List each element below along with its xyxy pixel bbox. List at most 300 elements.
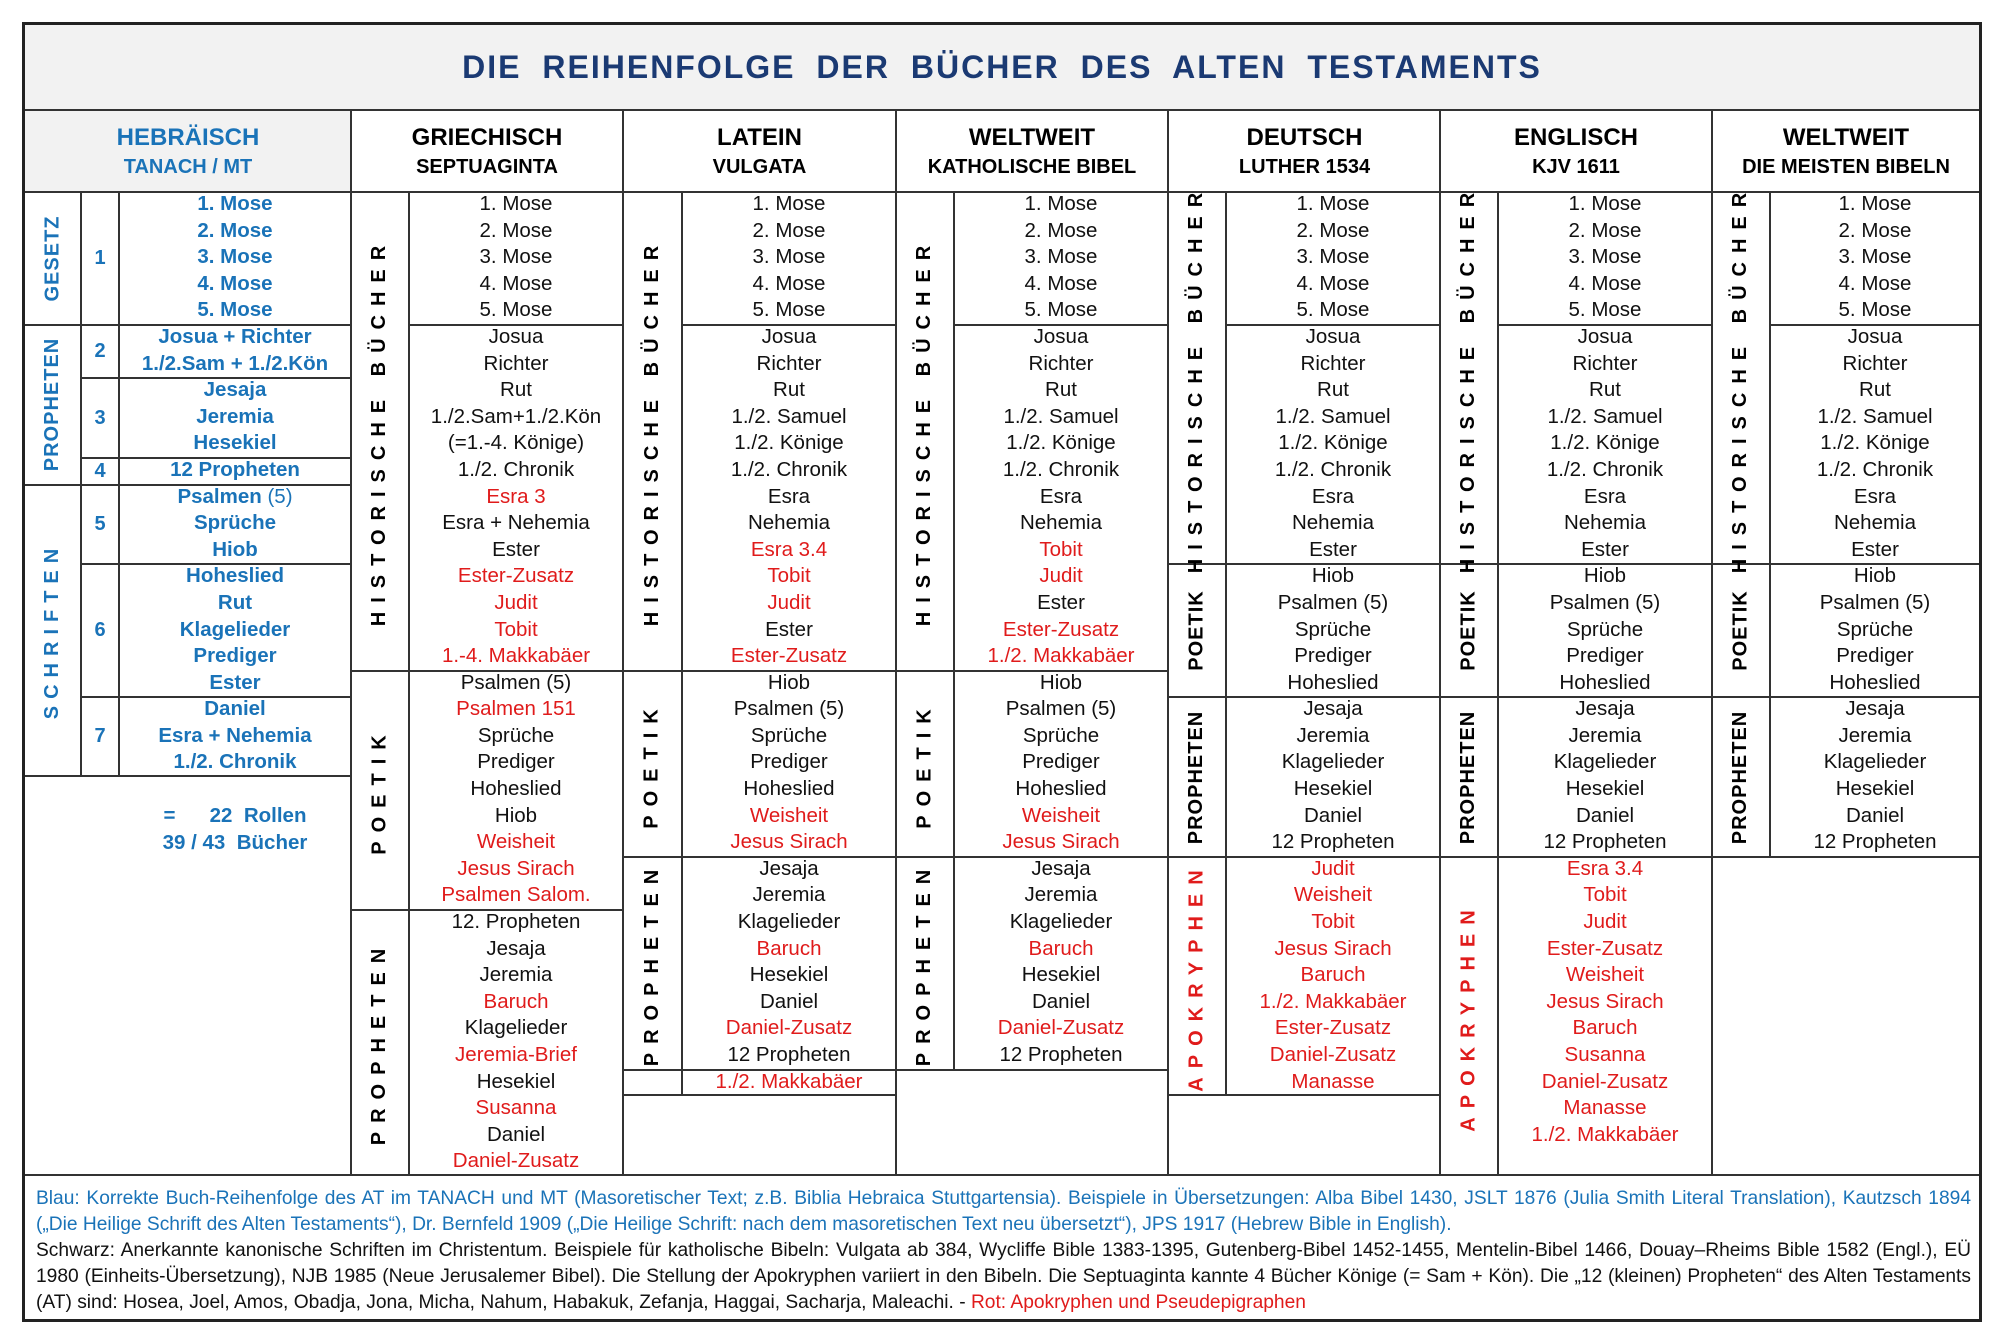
list-item: 1./2. Könige bbox=[1278, 431, 1388, 455]
list-item: 5. Mose bbox=[1568, 298, 1642, 322]
body-bottom-line bbox=[25, 1174, 1979, 1176]
list-item: Jesaja bbox=[203, 378, 267, 402]
list-item: Esra 3 bbox=[486, 484, 546, 508]
list-item: 1./2. Chronik bbox=[1274, 457, 1392, 481]
list-item: Josua bbox=[488, 324, 544, 348]
list-item: 1./2. Samuel bbox=[1003, 404, 1119, 428]
list-item: 2. Mose bbox=[197, 218, 273, 242]
list-item: Hesekiel bbox=[1021, 963, 1101, 987]
list-item: Ester-Zusatz bbox=[1274, 1016, 1392, 1040]
list-item: Jeremia bbox=[752, 883, 826, 907]
list-item: 1./2. Chronik bbox=[457, 457, 575, 481]
list-item: Daniel-Zusatz bbox=[1541, 1069, 1669, 1093]
list-item: Hesekiel bbox=[1293, 777, 1373, 801]
list-item: Esra 3.4 bbox=[750, 537, 828, 561]
list-item: Weisheit bbox=[1293, 883, 1373, 907]
list-item: 1./2. Könige bbox=[1550, 431, 1660, 455]
list-item: Esra bbox=[767, 484, 811, 508]
list-item: 1./2. Samuel bbox=[1275, 404, 1391, 428]
list-item: Josua bbox=[1577, 324, 1633, 348]
label-text: PROPHETEN bbox=[1185, 710, 1208, 844]
list-item: Ester-Zusatz bbox=[1546, 936, 1664, 960]
label-historische bbox=[897, 193, 953, 670]
list-item: Jesus Sirach bbox=[730, 830, 848, 854]
septuaginta-book-list bbox=[410, 191, 622, 1175]
header-line2: LUTHER 1534 bbox=[1238, 156, 1371, 178]
list-item: Jesaja bbox=[759, 856, 819, 880]
header-line1: GRIECHISCH bbox=[411, 124, 563, 151]
footer-notes bbox=[36, 1186, 1971, 1316]
list-item: 12. Propheten bbox=[451, 910, 581, 934]
list-item: Daniel bbox=[1303, 803, 1363, 827]
scroll-number: 5 bbox=[94, 513, 106, 535]
label-apokryphen bbox=[1441, 858, 1497, 1174]
list-item: Ester-Zusatz bbox=[457, 564, 575, 588]
label-text: HISTORISCHE BÜCHER bbox=[641, 236, 663, 627]
list-item: Prediger bbox=[193, 644, 277, 668]
list-item: Josua bbox=[1033, 324, 1089, 348]
list-item: Sprüche bbox=[750, 723, 828, 747]
label-historische bbox=[1441, 183, 1497, 573]
list-item: Rut bbox=[1317, 378, 1349, 402]
label-text: PROPHETEN bbox=[641, 860, 663, 1067]
label-text: POETIK bbox=[1457, 590, 1480, 671]
list-item: 5. Mose bbox=[1024, 298, 1098, 322]
list-item: Nehemia bbox=[1833, 511, 1917, 535]
list-item: 12 Propheten bbox=[1271, 830, 1395, 854]
list-item: Psalmen Salom. bbox=[441, 883, 591, 907]
list-item: Josua bbox=[761, 324, 817, 348]
list-item: Esra bbox=[1311, 484, 1355, 508]
list-item: Hoheslied bbox=[1829, 670, 1921, 694]
header-line2: DIE MEISTEN BIBELN bbox=[1742, 156, 1950, 178]
label-historische bbox=[1169, 183, 1225, 573]
footer-red-text: Rot: Apokryphen und Pseudepigraphen bbox=[970, 1292, 1306, 1313]
list-item: Prediger bbox=[1566, 644, 1644, 668]
list-item: 5. Mose bbox=[197, 298, 273, 322]
section-propheten bbox=[27, 326, 79, 483]
list-item: Josua bbox=[1847, 324, 1903, 348]
list-item: 1./2. Samuel bbox=[731, 404, 847, 428]
list-item: Esra bbox=[1039, 484, 1083, 508]
label-text: APOKRYPHEN bbox=[1457, 900, 1480, 1132]
list-item: Klagelieder bbox=[1553, 750, 1657, 774]
list-item: 3. Mose bbox=[479, 245, 553, 269]
list-item: 1./2. Samuel bbox=[1817, 404, 1933, 428]
list-item: Jeremia bbox=[1024, 883, 1098, 907]
list-item: Hoheslied bbox=[743, 777, 835, 801]
list-item: Psalmen 151 bbox=[456, 697, 576, 721]
list-item: (=1.-4. Könige) bbox=[447, 431, 585, 455]
label-text: HISTORISCHE BÜCHER bbox=[1729, 183, 1752, 573]
list-item: Tobit bbox=[1311, 910, 1355, 934]
list-item: 1./2. Könige bbox=[1820, 431, 1930, 455]
scroll-number: 7 bbox=[94, 725, 106, 747]
list-item: 5. Mose bbox=[1838, 298, 1912, 322]
list-item: Hoheslied bbox=[1015, 777, 1107, 801]
list-item: 4. Mose bbox=[1024, 271, 1098, 295]
list-item: Jesus Sirach bbox=[1002, 830, 1120, 854]
kjv-book-list bbox=[1499, 191, 1711, 1148]
list-item: Baruch bbox=[756, 936, 822, 960]
list-item: Hesekiel bbox=[749, 963, 829, 987]
list-item: Rut bbox=[1859, 378, 1891, 402]
list-item: Klagelieder bbox=[1281, 750, 1385, 774]
list-item: Richter bbox=[1300, 351, 1366, 375]
list-item: Esra bbox=[1583, 484, 1627, 508]
list-item: Richter bbox=[756, 351, 822, 375]
list-item: 1./2. Chronik bbox=[1002, 457, 1120, 481]
list-item: Hoheslied bbox=[186, 564, 284, 588]
list-item: Baruch bbox=[1300, 963, 1366, 987]
list-item: Daniel-Zusatz bbox=[1269, 1043, 1397, 1066]
list-item: 2. Mose bbox=[1838, 218, 1912, 242]
list-item: 4. Mose bbox=[752, 271, 826, 295]
list-item: Klagelieder bbox=[737, 910, 841, 934]
label-text: POETIK bbox=[1185, 590, 1208, 671]
label-text: PROPHETEN bbox=[1729, 710, 1752, 844]
list-item: Hesekiel bbox=[476, 1069, 556, 1093]
list-item: Ester bbox=[492, 537, 540, 561]
list-item: 4. Mose bbox=[1568, 271, 1642, 295]
list-item: Rut bbox=[1045, 378, 1077, 402]
scroll-number: 6 bbox=[94, 619, 106, 641]
scroll-number: 4 bbox=[94, 460, 106, 482]
page-title: DIE REIHENFOLGE DER BÜCHER DES ALTEN TESTAMENTS bbox=[25, 25, 1979, 111]
summary-rollen: = 22 Rollen bbox=[163, 804, 307, 827]
header-line1: LATEIN bbox=[717, 124, 802, 151]
label-text: POETIK bbox=[913, 699, 936, 829]
list-item: Hiob bbox=[494, 803, 538, 827]
list-item: Baruch bbox=[1028, 936, 1094, 960]
label-propheten bbox=[352, 911, 408, 1174]
header-line1: WELTWEIT bbox=[1782, 124, 1910, 151]
list-item: Daniel bbox=[1575, 803, 1635, 827]
header-line1: WELTWEIT bbox=[968, 124, 1096, 151]
list-item: Ester bbox=[765, 617, 813, 641]
list-item: 1./2. Könige bbox=[734, 431, 844, 455]
section-schriften-text: SCHRIFTEN bbox=[41, 541, 64, 719]
luther-book-list bbox=[1227, 191, 1439, 1095]
list-item: 1./2. Makkabäer bbox=[1531, 1122, 1679, 1146]
list-item: 1./2. Chronik bbox=[173, 750, 297, 774]
list-item: Jesaja bbox=[1845, 697, 1905, 721]
list-item: 1. Mose bbox=[1568, 192, 1642, 215]
header-line1: ENGLISCH bbox=[1513, 124, 1638, 151]
list-item: Psalmen (5) bbox=[1819, 590, 1931, 614]
section-line bbox=[897, 1069, 1167, 1071]
list-item: Psalmen (5) bbox=[733, 697, 845, 721]
header-meisten bbox=[1713, 111, 1979, 191]
list-item: Jesaja bbox=[1575, 697, 1635, 721]
list-item: Jesus Sirach bbox=[1546, 989, 1664, 1013]
list-item: Hesekiel bbox=[1835, 777, 1915, 801]
list-item: Tobit bbox=[767, 564, 811, 588]
list-item: Rut bbox=[773, 378, 805, 402]
list-item: Daniel bbox=[204, 697, 266, 721]
scroll-number: 2 bbox=[94, 340, 106, 362]
label-historische bbox=[352, 193, 408, 670]
section-line bbox=[1713, 856, 1979, 858]
list-item: Weisheit bbox=[749, 803, 829, 827]
list-item: Ester bbox=[1581, 537, 1629, 561]
katholisch-book-list bbox=[955, 191, 1167, 1069]
list-item: Manasse bbox=[1291, 1069, 1375, 1093]
list-item: Prediger bbox=[477, 750, 555, 774]
list-item: Nehemia bbox=[1291, 511, 1375, 535]
list-item: 2. Mose bbox=[479, 218, 553, 242]
list-item: 1./2. Makkabäer bbox=[715, 1069, 863, 1093]
list-item: 2. Mose bbox=[1568, 218, 1642, 242]
list-item: Jesaja bbox=[1031, 856, 1091, 880]
list-item: 3. Mose bbox=[1296, 245, 1370, 269]
list-item: 4. Mose bbox=[1296, 271, 1370, 295]
label-text: POETIK bbox=[1729, 590, 1752, 671]
list-item: Esra + Nehemia bbox=[158, 723, 312, 747]
list-item: Judit bbox=[494, 590, 538, 614]
list-item: Klagelieder bbox=[179, 617, 291, 641]
list-item: Sprüche bbox=[1836, 617, 1914, 641]
list-item: 1./2. Chronik bbox=[1546, 457, 1664, 481]
list-item: 12 Propheten bbox=[170, 457, 300, 481]
list-item: Hiob bbox=[212, 537, 258, 561]
header-line2: KATHOLISCHE BIBEL bbox=[927, 156, 1137, 178]
list-item: Jeremia bbox=[1838, 723, 1912, 747]
list-item: Daniel-Zusatz bbox=[725, 1016, 853, 1040]
list-item: Judit bbox=[1311, 856, 1355, 880]
list-item: Tobit bbox=[494, 617, 538, 641]
list-item: 2. Mose bbox=[1024, 218, 1098, 242]
list-item: Hiob bbox=[1583, 564, 1627, 588]
label-poetik bbox=[1441, 565, 1497, 696]
scroll-number: 3 bbox=[94, 406, 106, 429]
scroll-number: 1 bbox=[94, 247, 106, 269]
label-propheten bbox=[897, 858, 953, 1069]
label-historische bbox=[1713, 183, 1769, 573]
header-englisch bbox=[1441, 111, 1711, 191]
header-line2: SEPTUAGINTA bbox=[416, 156, 558, 178]
list-item: 3. Mose bbox=[1568, 245, 1642, 269]
list-item: Richter bbox=[1572, 351, 1638, 375]
list-item: Judit bbox=[1583, 910, 1627, 934]
list-item: Sprüche bbox=[1022, 723, 1100, 747]
label-poetik bbox=[1713, 565, 1769, 696]
footer-black-note bbox=[36, 1238, 1971, 1316]
list-item: 12 Propheten bbox=[999, 1043, 1123, 1066]
section-propheten-text: PROPHETEN bbox=[41, 337, 64, 472]
vulgata-book-list bbox=[683, 191, 895, 1095]
list-item: Sprüche bbox=[477, 723, 555, 747]
list-item: Sprüche bbox=[193, 511, 277, 535]
list-item: Prediger bbox=[1294, 644, 1372, 668]
label-propheten bbox=[1441, 698, 1497, 856]
header-katholisch bbox=[897, 111, 1167, 191]
book-psalmen-count: (5) bbox=[267, 484, 293, 508]
list-item: Prediger bbox=[1022, 750, 1100, 774]
label-text: HISTORISCHE BÜCHER bbox=[368, 236, 391, 627]
list-item: Psalmen (5) bbox=[1549, 590, 1661, 614]
list-item: Prediger bbox=[1836, 644, 1914, 668]
list-item: Rut bbox=[217, 590, 253, 614]
label-historische bbox=[624, 193, 681, 670]
list-item: 1./2. Chronik bbox=[1816, 457, 1934, 481]
list-item: Josua bbox=[1305, 324, 1361, 348]
meisten-book-list bbox=[1771, 191, 1979, 856]
list-item: Hoheslied bbox=[1287, 670, 1379, 694]
header-line2: TANACH / MT bbox=[123, 156, 253, 178]
section-gesetz bbox=[27, 193, 79, 323]
label-text: POETIK bbox=[641, 699, 664, 829]
list-item: Rut bbox=[1589, 378, 1621, 402]
list-item: Baruch bbox=[1572, 1016, 1638, 1040]
list-item: 4. Mose bbox=[1838, 271, 1912, 295]
hebrew-summary bbox=[110, 802, 360, 856]
list-item: Weisheit bbox=[1565, 963, 1645, 987]
list-item: Manasse bbox=[1563, 1096, 1647, 1120]
list-item: 5. Mose bbox=[752, 298, 826, 322]
list-item: Hiob bbox=[1311, 564, 1355, 588]
list-item: Hoheslied bbox=[470, 777, 562, 801]
list-item: 1./2.Sam+1./2.Kön bbox=[430, 404, 602, 428]
list-item: Sprüche bbox=[1294, 617, 1372, 641]
list-item: Jesus Sirach bbox=[457, 856, 575, 880]
list-item: 1. Mose bbox=[479, 192, 553, 215]
list-item: Jeremia bbox=[479, 963, 553, 987]
list-item: 1./2. Könige bbox=[1006, 431, 1116, 455]
footer-black-text: Schwarz: Anerkannte kanonische Schriften im Christentum. Beispiele für katholische Bibeln: Vulgata ab 384, Wycliffe Bible 1383-1395, Gutenberg-Bibel 1452-1455, Mentelin-Bibel 1466, Douay–Rheims Bible 1582 (Engl.), EÜ 1980 (Einheits-Übersetzung), NJB 1985 (Neue Jerusalemer Bibel). Die Stellung der Apokryphen variiert in den Bibeln. Die Septuaginta kannte 4 Bücher Könige (= Sam + Kön). Die „12 (kleinen) Propheten“ des Alten Testaments (AT) sind: Hosea, Joel, Amos, Obadja, Jona, Micha, Nahum, Habakuk, Zefanja, Haggai, Sacharja, Maleachi. - bbox=[36, 1240, 1971, 1313]
list-item bbox=[120, 484, 350, 511]
list-item: Richter bbox=[1028, 351, 1094, 375]
list-item: 1./2. Makkabäer bbox=[1259, 989, 1407, 1013]
list-item: Daniel bbox=[1031, 989, 1091, 1013]
list-item: Hesekiel bbox=[193, 431, 277, 455]
section-schriften bbox=[27, 486, 79, 774]
list-item: Klagelieder bbox=[1823, 750, 1927, 774]
list-item: Tobit bbox=[1039, 537, 1083, 561]
label-text: POETIK bbox=[368, 726, 391, 855]
list-item: Sprüche bbox=[1566, 617, 1644, 641]
list-item: 1./2. Makkabäer bbox=[987, 644, 1135, 668]
list-item: Daniel-Zusatz bbox=[452, 1149, 580, 1173]
list-item: 3. Mose bbox=[752, 245, 826, 269]
header-latein bbox=[624, 111, 895, 191]
list-item: Baruch bbox=[483, 989, 549, 1013]
summary-buecher: 39 / 43 Bücher bbox=[162, 831, 308, 854]
list-item: Esra 3.4 bbox=[1566, 856, 1644, 880]
list-item: 2. Mose bbox=[1296, 218, 1370, 242]
list-item: Jesus Sirach bbox=[1274, 936, 1392, 960]
list-item: Esra + Nehemia bbox=[442, 511, 590, 535]
label-propheten bbox=[624, 858, 681, 1069]
label-poetik bbox=[1169, 565, 1225, 696]
list-item: Hesekiel bbox=[1565, 777, 1645, 801]
header-griechisch bbox=[352, 111, 622, 191]
list-item: Hiob bbox=[767, 670, 811, 694]
list-item: Richter bbox=[483, 351, 549, 375]
list-item: Klagelieder bbox=[1009, 910, 1113, 934]
list-item: Jesaja bbox=[1303, 697, 1363, 721]
list-item: 5. Mose bbox=[1296, 298, 1370, 322]
label-text: PROPHETEN bbox=[1457, 710, 1480, 844]
list-item: 3. Mose bbox=[197, 245, 273, 269]
list-item: Psalmen (5) bbox=[1277, 590, 1389, 614]
label-poetik bbox=[897, 672, 953, 856]
section-gesetz-text: GESETZ bbox=[41, 214, 64, 302]
list-item: Daniel bbox=[759, 989, 819, 1013]
list-item: Ester-Zusatz bbox=[1002, 617, 1120, 641]
list-item: Hoheslied bbox=[1559, 670, 1651, 694]
list-item: 4. Mose bbox=[197, 271, 273, 295]
list-item: Psalmen (5) bbox=[460, 670, 572, 694]
list-item: Psalmen (5) bbox=[1005, 697, 1117, 721]
list-item: Jeremia-Brief bbox=[455, 1043, 577, 1066]
label-text: HISTORISCHE BÜCHER bbox=[1185, 183, 1208, 573]
list-item: Nehemia bbox=[747, 511, 831, 535]
header-line2: KJV 1611 bbox=[1532, 156, 1620, 178]
header-deutsch bbox=[1169, 111, 1440, 191]
list-item: Jeremia bbox=[196, 404, 274, 428]
list-item: Jeremia bbox=[1296, 723, 1370, 747]
list-item: Klagelieder bbox=[464, 1016, 568, 1040]
list-item: 1. Mose bbox=[1296, 192, 1370, 215]
list-item: Daniel-Zusatz bbox=[997, 1016, 1125, 1040]
list-item: 5. Mose bbox=[479, 298, 553, 322]
label-text: HISTORISCHE BÜCHER bbox=[913, 236, 936, 627]
list-item: Esra bbox=[1853, 484, 1897, 508]
list-item: Ester bbox=[1309, 537, 1357, 561]
list-item: 3. Mose bbox=[1024, 245, 1098, 269]
label-apokryphen bbox=[1169, 858, 1225, 1094]
list-item: Ester bbox=[209, 670, 261, 694]
list-item: 1. Mose bbox=[1838, 192, 1912, 215]
list-item: 4. Mose bbox=[479, 271, 553, 295]
list-item: Ester-Zusatz bbox=[730, 644, 848, 668]
list-item: Ester bbox=[1037, 590, 1085, 614]
list-item: Susanna bbox=[1564, 1043, 1646, 1066]
list-item: 1./2.Sam + 1./2.Kön bbox=[141, 351, 329, 375]
list-item: Josua + Richter bbox=[158, 324, 312, 348]
list-item: Prediger bbox=[750, 750, 828, 774]
list-item: 12 Propheten bbox=[727, 1043, 851, 1066]
list-item: 12 Propheten bbox=[1543, 830, 1667, 854]
list-item: Daniel bbox=[1845, 803, 1905, 827]
list-item: Daniel bbox=[486, 1122, 546, 1146]
book-psalmen: Psalmen bbox=[177, 484, 262, 508]
list-item: Judit bbox=[767, 590, 811, 614]
list-item: 12 Propheten bbox=[1813, 830, 1937, 854]
list-item: 3. Mose bbox=[1838, 245, 1912, 269]
label-poetik bbox=[352, 672, 408, 909]
list-item: Weisheit bbox=[476, 830, 556, 854]
footer-blue-note: Blau: Korrekte Buch-Reihenfolge des AT im TANACH und MT (Masoretischer Text; z.B. Biblia Hebraica Stuttgartensia). Beispiele in Übersetzungen: Alba Bibel 1430, JSLT 1876 (Julia Smith Literal Translation), Kautzsch 1894 („Die Heilige Schrift des Alten Testaments“), Dr. Bernfeld 1909 („Die Heilige Schrift: nach dem masoretischen Text neu übersetzt“), JPS 1917 (Hebrew Bible in English). bbox=[36, 1188, 1971, 1235]
list-item: Judit bbox=[1039, 564, 1083, 588]
list-item: Rut bbox=[500, 378, 532, 402]
header-line2: VULGATA bbox=[712, 156, 807, 178]
list-item: Hiob bbox=[1853, 564, 1897, 588]
list-item: 1. Mose bbox=[197, 192, 273, 215]
list-item: 2. Mose bbox=[752, 218, 826, 242]
label-text: PROPHETEN bbox=[913, 860, 936, 1067]
header-line1: HEBRÄISCH bbox=[116, 124, 260, 151]
list-item: Hiob bbox=[1039, 670, 1083, 694]
list-item: 1.-4. Makkabäer bbox=[441, 644, 591, 668]
label-propheten bbox=[1169, 698, 1225, 856]
list-item: 1./2. Chronik bbox=[730, 457, 848, 481]
list-item: 1. Mose bbox=[1024, 192, 1098, 215]
list-item: Richter bbox=[1842, 351, 1908, 375]
list-item: 1. Mose bbox=[752, 192, 826, 215]
list-item: Jesaja bbox=[486, 936, 546, 960]
